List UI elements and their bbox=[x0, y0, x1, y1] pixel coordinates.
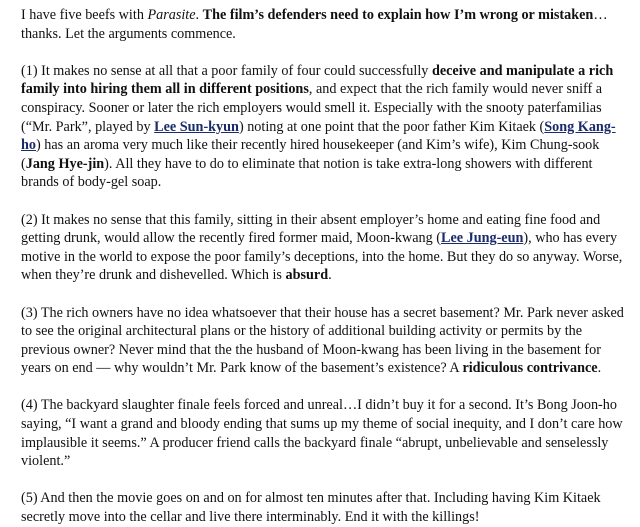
beef-3-text: . bbox=[597, 360, 602, 377]
film-title: Parasite bbox=[147, 7, 196, 23]
song-kang-ho-link[interactable]: Song Kang-ho bbox=[21, 118, 616, 154]
beef-2-text: . bbox=[328, 267, 332, 284]
beef-5-text: (5) And then the movie goes on and on for almost ten minutes after that. Including having Kim Kitaek secretly move into the cellar and live there interminably. End it with the killings! bbox=[21, 490, 601, 526]
beef-1-bold-text: deceive and manipulate a rich family into hiring them all in different positions bbox=[21, 62, 614, 98]
intro-text: I have five beefs with bbox=[21, 7, 148, 23]
jang-hye-jin-bold: Jang Hye-jin bbox=[25, 155, 105, 172]
intro-paragraph bbox=[21, 6, 626, 43]
beef-1-paragraph bbox=[21, 62, 626, 192]
beef-4-paragraph bbox=[21, 396, 626, 470]
beef-2-text: ), who has every motive in the world to expose the poor family’s deceptions, into the home. But they do so anyway. Worse, when they’re drunk and dishevelled. Which is bbox=[21, 230, 623, 284]
beef-5-paragraph bbox=[21, 489, 626, 526]
beef-1-text: ). All they have to do to eliminate that notion is take extra-long showers with different brands of body-gel soap. bbox=[21, 155, 593, 191]
beef-2-paragraph bbox=[21, 211, 626, 285]
beef-3-paragraph bbox=[21, 304, 626, 378]
intro-bold-text: The film’s defenders need to explain how I’m wrong or mistaken bbox=[202, 7, 594, 23]
beef-3-text: (3) The rich owners have no idea whatsoever that their house has a secret basement? Mr. Park never asked to see the original architectural plans or the history of additional building activity or permits by the previous owner? Never mind that the the husband of Moon-kwang has been living in the basement for years on end — why wouldn’t Mr. Park know of the basement’s existence? A bbox=[21, 304, 624, 377]
intro-text: . bbox=[195, 7, 203, 23]
beef-2-text: (2) It makes no sense that this family, sitting in their absent employer’s home and eating fine food and getting drunk, would allow the recently fired former maid, Moon-kwang ( bbox=[21, 211, 601, 247]
absurd-bold-text: absurd bbox=[285, 267, 329, 284]
ridiculous-contrivance-bold: ridiculous contrivance bbox=[462, 360, 598, 377]
beef-1-text: (1) It makes no sense at all that a poor family of four could successfully bbox=[21, 62, 432, 79]
intro-text: … thanks. Let the arguments commence. bbox=[21, 7, 608, 42]
beef-1-text: ) has an aroma very much like their recently hired housekeeper (and Kim’s wife), Kim Chung-sook ( bbox=[21, 137, 600, 172]
beef-1-text: , and expect that the rich family would never sniff a conspiracy. Sooner or later the rich employers would smell it. Especially with the snooty paterfamilias (“Mr. Park”, played by bbox=[21, 81, 603, 135]
lee-sun-kyun-link[interactable]: Lee Sun-kyun bbox=[154, 118, 239, 135]
beef-1-text: ) noting at one point that the poor father Kim Kitaek ( bbox=[238, 118, 545, 135]
lee-jung-eun-link[interactable]: Lee Jung-eun bbox=[441, 230, 524, 247]
beef-4-text: (4) The backyard slaughter finale feels forced and unreal…I didn’t buy it for a second. It’s Bong Joon-ho saying, “I want a grand and bloody ending that sums up my theme of social inequity, and I don’t care how implausible it seems.” A producer friend calls the backyard finale “abrupt, unbelievable and senselessly violent.” bbox=[21, 397, 623, 470]
